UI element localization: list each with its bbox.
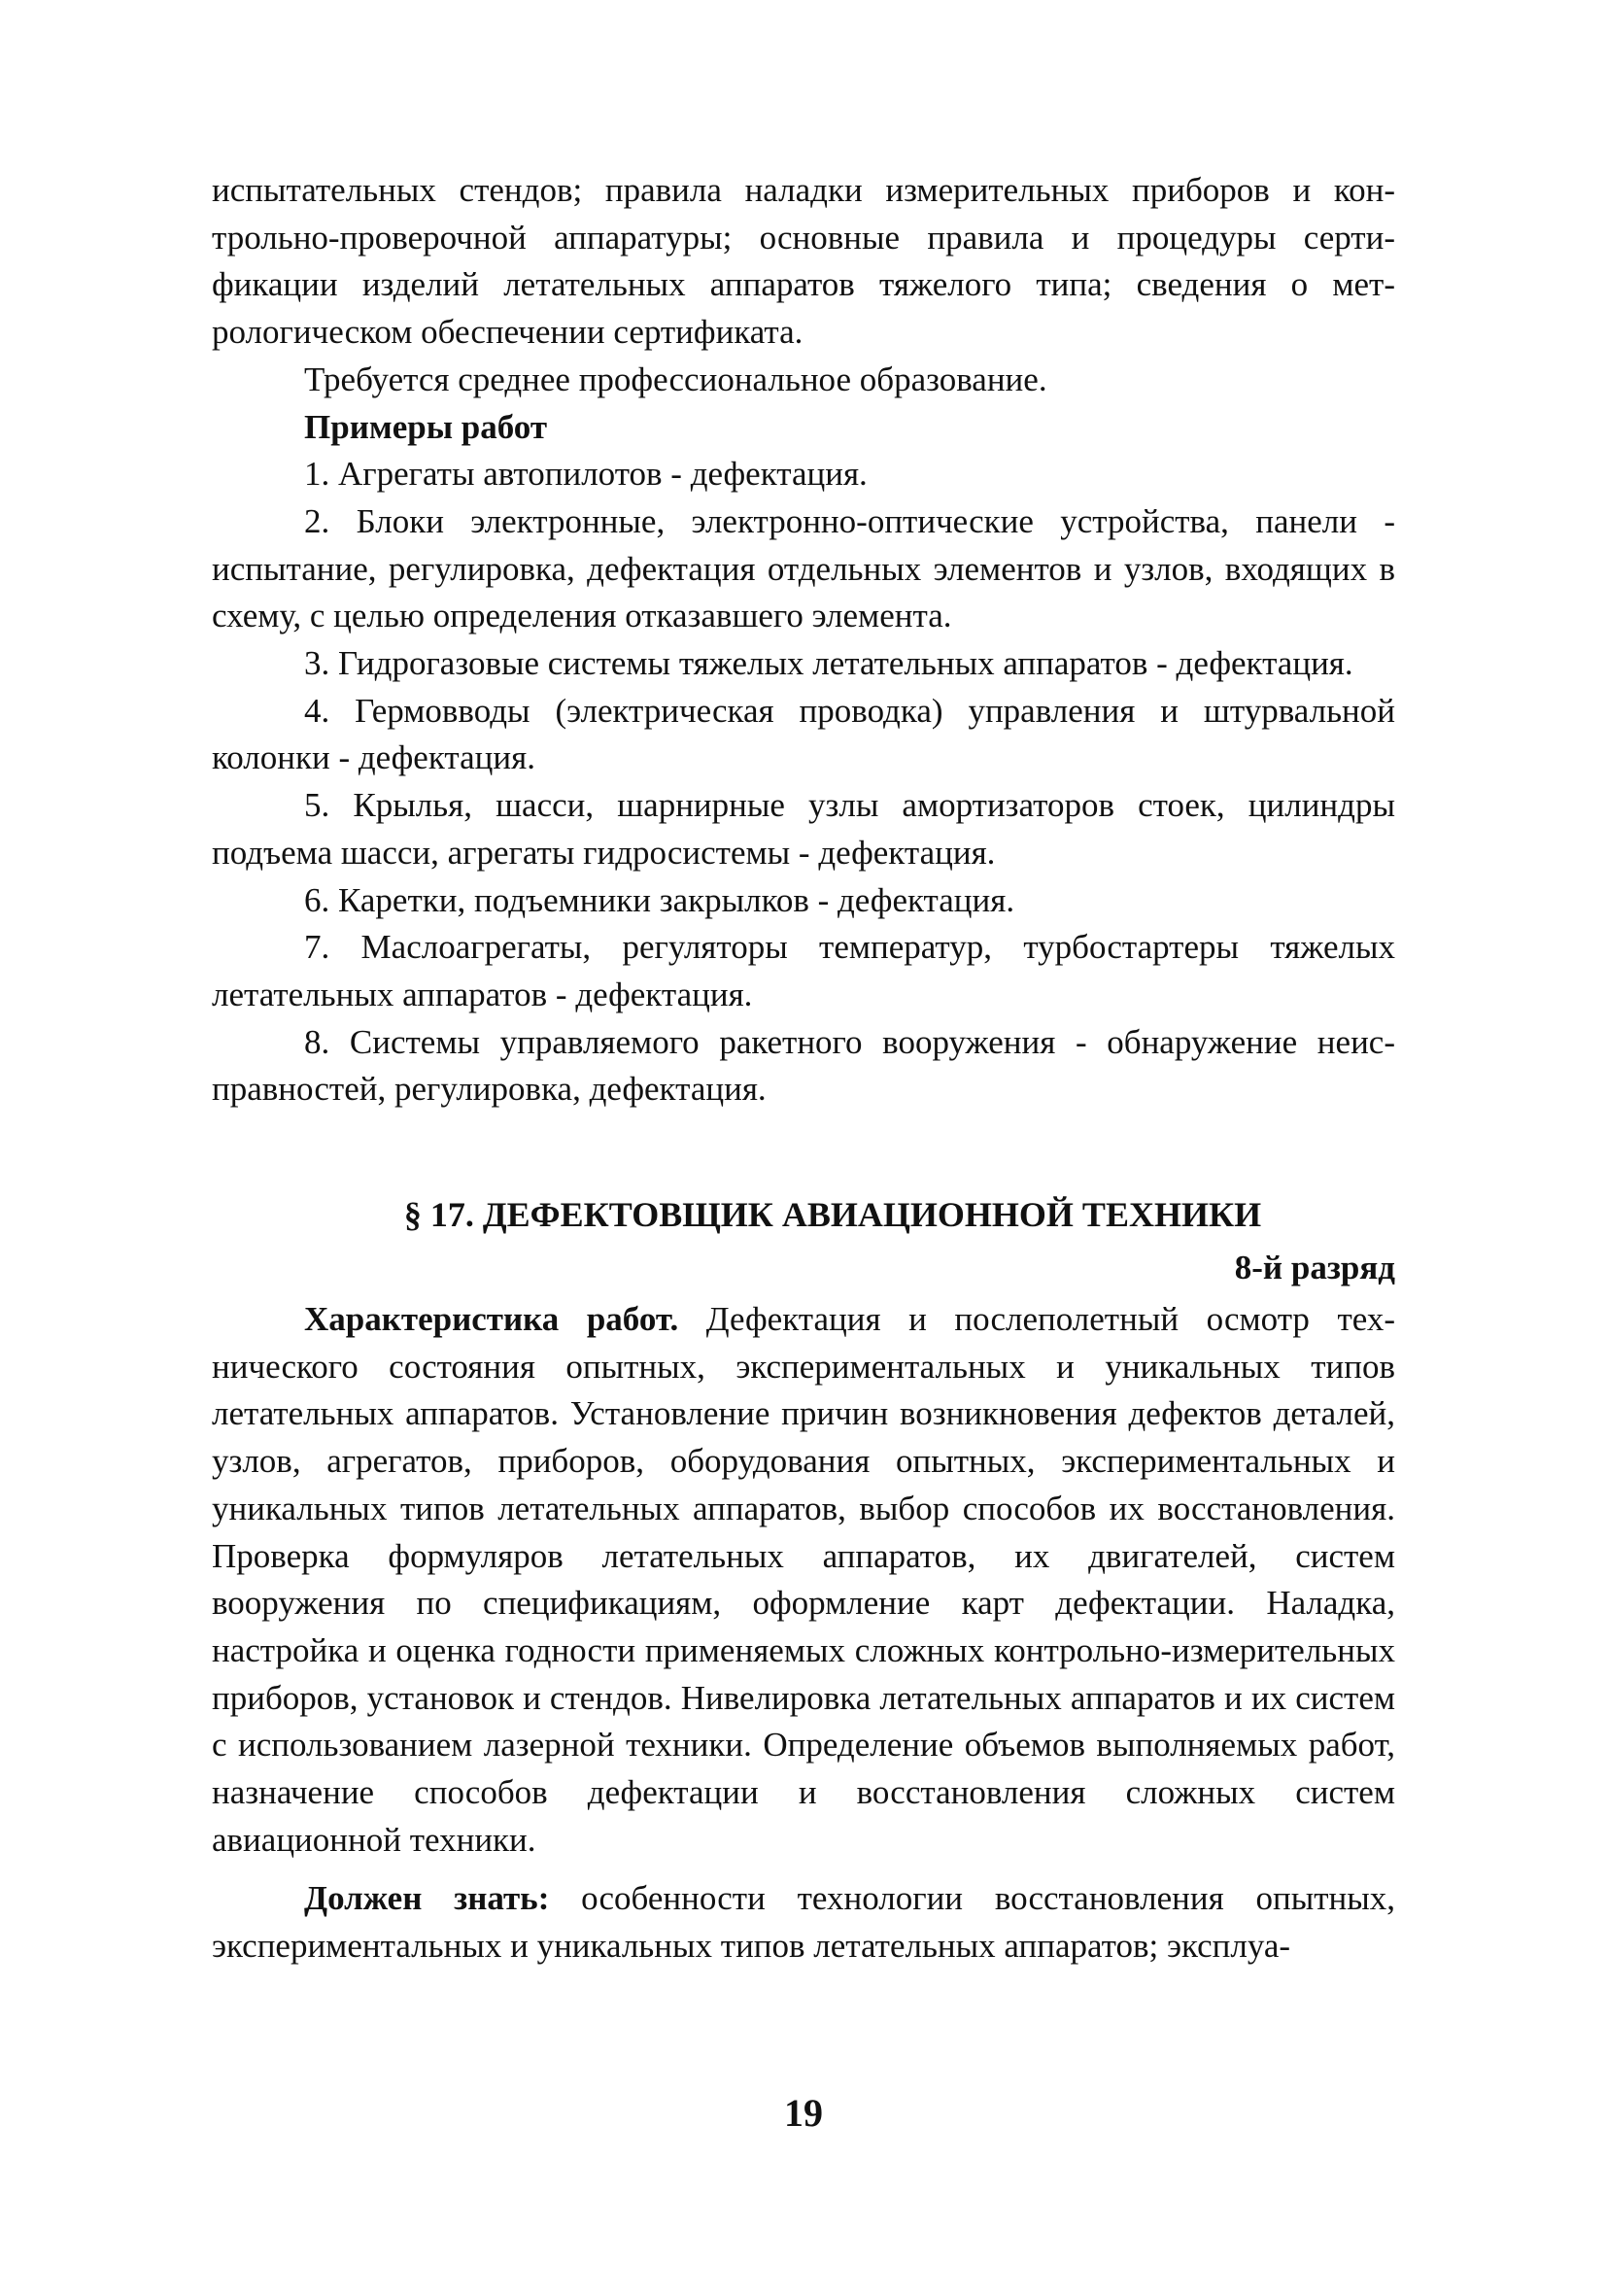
example-item: 4. Гермовводы (электрическая проводка) управления и штурвальной колонки - дефектация. bbox=[212, 691, 1395, 777]
grade-label: 8-й разряд bbox=[1234, 1249, 1395, 1286]
continuation-paragraph: испытательных стендов; правила наладки измерительных приборов и контрольно-проверочной аппаратуры; основные правила и процедуры сертификации изделий летательных аппаратов тяжелого типа; сведения о метрологическом обеспечении сертификата. bbox=[212, 171, 1395, 352]
lower-text-block bbox=[212, 1296, 1395, 1970]
must-know-label: Должен знать: bbox=[304, 1879, 550, 1918]
characteristics-paragraph bbox=[212, 1296, 1395, 1864]
education-requirement: Требуется среднее профессиональное образование. bbox=[304, 360, 1047, 398]
example-item: 1. Агрегаты автопилотов - дефектация. bbox=[304, 455, 868, 494]
characteristics-label: Характеристика работ. bbox=[304, 1300, 679, 1338]
example-item: 8. Системы управляемого ракетного вооружения - обнаружение неисправностей, регулировка, дефектация. bbox=[212, 1022, 1395, 1109]
characteristics-text: Дефектация и послеполетный осмотр технического состояния опытных, экспериментальных и уникальных типов летательных аппаратов. Установление причин возникновения дефектов деталей, узлов, агрегатов, приборов, оборудования опытных, экспериментальных и уникальных типов летательных аппаратов, выбор способов их восстановления. Проверка формуляров летательных аппаратов, их двигателей, систем вооружения по спецификациям, оформление карт дефектации. Наладка, настройка и оценка годности применяемых сложных контрольно-измерительных приборов, установок и стендов. Нивелировка летательных аппаратов и их систем с использованием лазерной техники. Определение объемов выполняемых работ, назначение способов дефектации и восстановления сложных систем авиационной техники. bbox=[212, 1300, 1395, 1859]
page-number: 19 bbox=[784, 2091, 823, 2135]
upper-text-block bbox=[212, 167, 1395, 1114]
example-item: 5. Крылья, шасси, шарнирные узлы амортизаторов стоек, цилиндры подъема шасси, агрегаты гидросистемы - дефектация. bbox=[212, 786, 1395, 872]
example-item: 2. Блоки электронные, электронно-оптические устройства, панели - испытание, регулировка, дефектация отдельных элементов и узлов, входящих в схему, с целью определения отказавшего элемента. bbox=[212, 501, 1395, 635]
must-know-paragraph bbox=[212, 1875, 1395, 1970]
example-item: 7. Маслоагрегаты, регуляторы температур, турбостартеры тяжелых летательных аппаратов - дефектация. bbox=[212, 928, 1395, 1013]
example-item: 3. Гидрогазовые системы тяжелых летательных аппаратов - дефектация. bbox=[304, 644, 1353, 683]
example-item: 6. Каретки, подъемники закрылков - дефектация. bbox=[304, 880, 1015, 919]
section-heading: § 17. ДЕФЕКТОВЩИК АВИАЦИОННОЙ ТЕХНИКИ bbox=[403, 1195, 1262, 1234]
examples-heading: Примеры работ bbox=[304, 407, 548, 446]
must-know-text: особенности технологии восстановления опытных, экспериментальных и уникальных типов летательных аппаратов; эксплуа- bbox=[212, 1879, 1395, 1966]
